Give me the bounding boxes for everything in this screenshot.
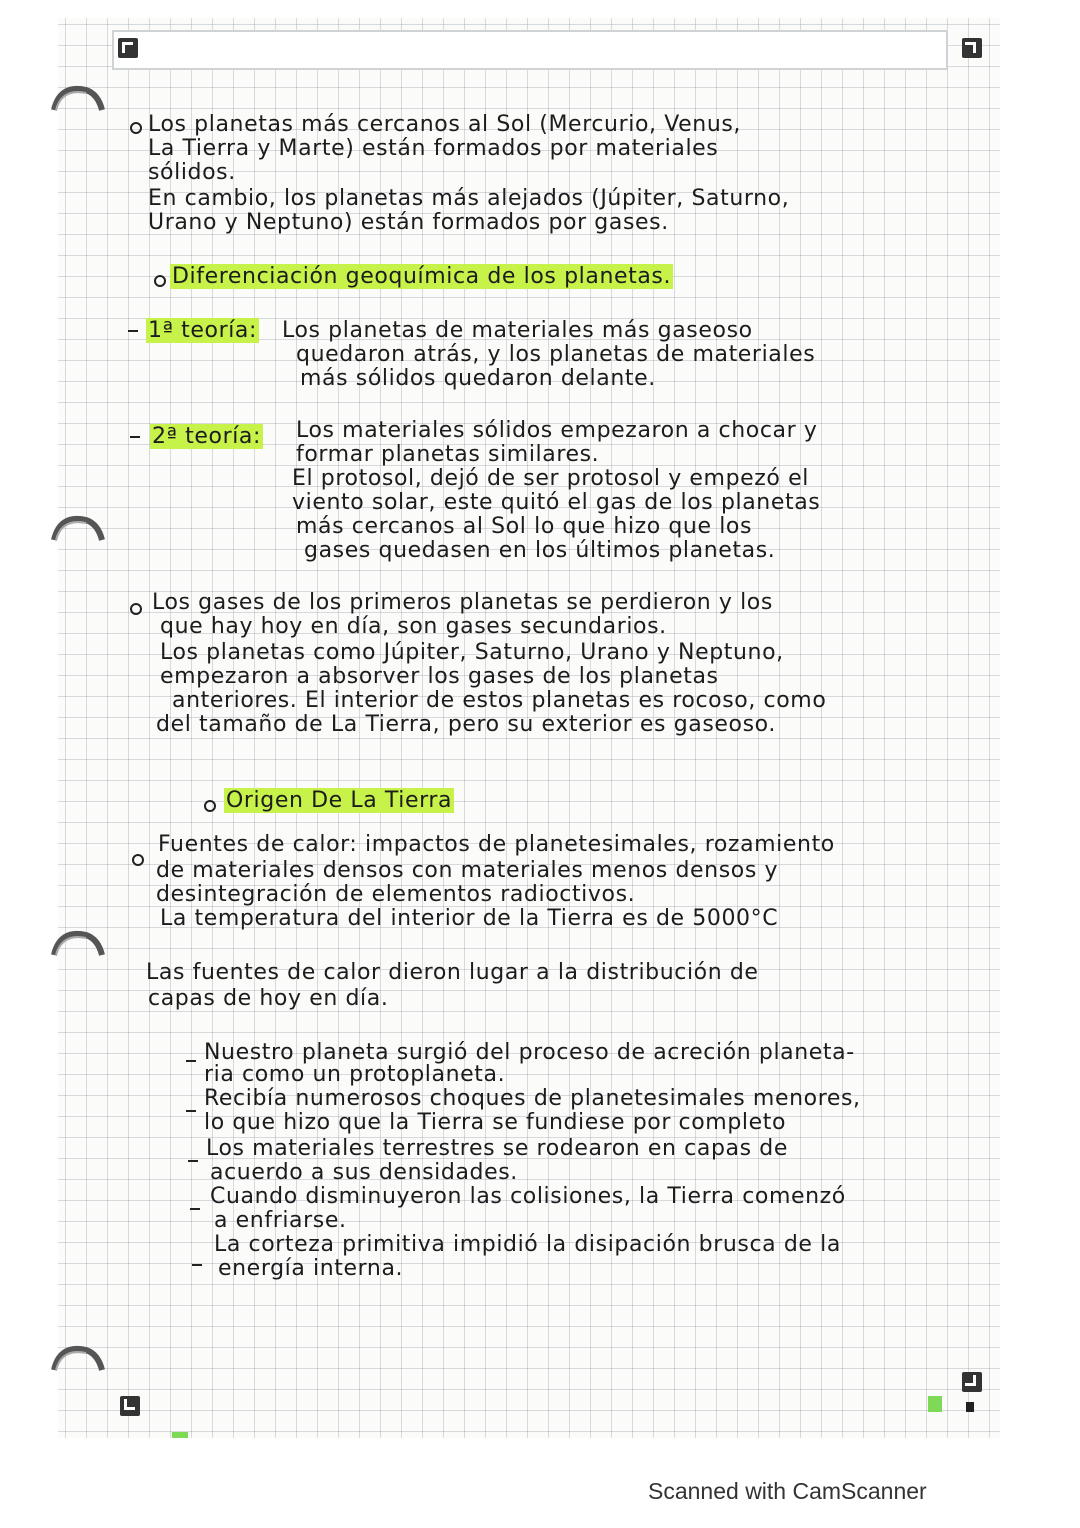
bullet-icon bbox=[204, 800, 216, 812]
text-line: anteriores. El interior de estos planetas es rocoso, como bbox=[172, 688, 827, 713]
text-line: El protosol, dejó de ser protosol y empezó el bbox=[292, 466, 809, 491]
text-line: más cercanos al Sol lo que hizo que los bbox=[296, 514, 753, 539]
list-item: Los materiales terrestres se rodearon en capas de bbox=[206, 1136, 788, 1161]
list-item: energía interna. bbox=[218, 1256, 404, 1281]
list-item: lo que hizo que la Tierra se fundiese por completo bbox=[204, 1110, 787, 1135]
text-line: Los materiales sólidos empezaron a chocar y bbox=[296, 418, 818, 443]
text-line: La temperatura del interior de la Tierra es de 5000°C bbox=[160, 906, 779, 931]
section-heading: Origen De La Tierra bbox=[226, 788, 453, 813]
text-line: capas de hoy en día. bbox=[148, 986, 389, 1011]
list-item: Nuestro planeta surgió del proceso de acreción planeta- bbox=[204, 1040, 855, 1065]
text-line: Los planetas más cercanos al Sol (Mercurio, Venus, bbox=[148, 112, 742, 137]
dash-icon bbox=[190, 1208, 200, 1210]
dash-icon bbox=[130, 436, 140, 438]
text-line: En cambio, los planetas más alejados (Júpiter, Saturno, bbox=[148, 186, 790, 211]
list-item: a enfriarse. bbox=[214, 1208, 347, 1233]
list-item: La corteza primitiva impidió la disipación brusca de la bbox=[214, 1232, 841, 1257]
text-line: Los planetas de materiales más gaseoso bbox=[282, 318, 753, 343]
theory-label: 1ª teoría: bbox=[148, 318, 258, 343]
list-item: Recibía numerosos choques de planetesimales menores, bbox=[204, 1086, 861, 1111]
dash-icon bbox=[128, 330, 138, 332]
list-item: acuerdo a sus densidades. bbox=[210, 1160, 518, 1185]
text-line: La Tierra y Marte) están formados por materiales bbox=[148, 136, 719, 161]
list-item: Cuando disminuyeron las colisiones, la Tierra comenzó bbox=[210, 1184, 846, 1209]
dash-icon bbox=[186, 1060, 196, 1062]
bullet-icon bbox=[130, 603, 142, 615]
text-line: sólidos. bbox=[148, 160, 236, 185]
text-line: más sólidos quedaron delante. bbox=[300, 366, 656, 391]
text-line: de materiales densos con materiales menos densos y bbox=[156, 858, 779, 883]
text-line: desintegración de elementos radioctivos. bbox=[156, 882, 636, 907]
dash-icon bbox=[186, 1110, 196, 1112]
text-line: viento solar, este quitó el gas de los planetas bbox=[292, 490, 821, 515]
text-line: Las fuentes de calor dieron lugar a la distribución de bbox=[146, 960, 759, 985]
scanner-watermark: Scanned with CamScanner bbox=[648, 1478, 927, 1504]
text-line: formar planetas similares. bbox=[296, 442, 600, 467]
list-item: ria como un protoplaneta. bbox=[204, 1062, 506, 1087]
dash-icon bbox=[188, 1160, 198, 1162]
section-heading: Diferenciación geoquímica de los planetas. bbox=[172, 264, 672, 289]
text-line: Urano y Neptuno) están formados por gases. bbox=[148, 210, 669, 235]
text-line: Fuentes de calor: impactos de planetesimales, rozamiento bbox=[158, 832, 835, 857]
bullet-icon bbox=[130, 122, 142, 134]
text-line: que hay hoy en día, son gases secundarios. bbox=[160, 614, 667, 639]
bullet-icon bbox=[154, 275, 166, 287]
text-line: empezaron a absorver los gases de los planetas bbox=[160, 664, 719, 689]
text-line: gases quedasen en los últimos planetas. bbox=[304, 538, 776, 563]
bullet-icon bbox=[132, 854, 144, 866]
text-line: quedaron atrás, y los planetas de materiales bbox=[296, 342, 816, 367]
text-line: Los planetas como Júpiter, Saturno, Urano y Neptuno, bbox=[160, 640, 784, 665]
theory-label: 2ª teoría: bbox=[152, 424, 262, 449]
text-line: del tamaño de La Tierra, pero su exterior es gaseoso. bbox=[156, 712, 776, 737]
text-line: Los gases de los primeros planetas se perdieron y los bbox=[152, 590, 773, 615]
dash-icon bbox=[192, 1264, 202, 1266]
